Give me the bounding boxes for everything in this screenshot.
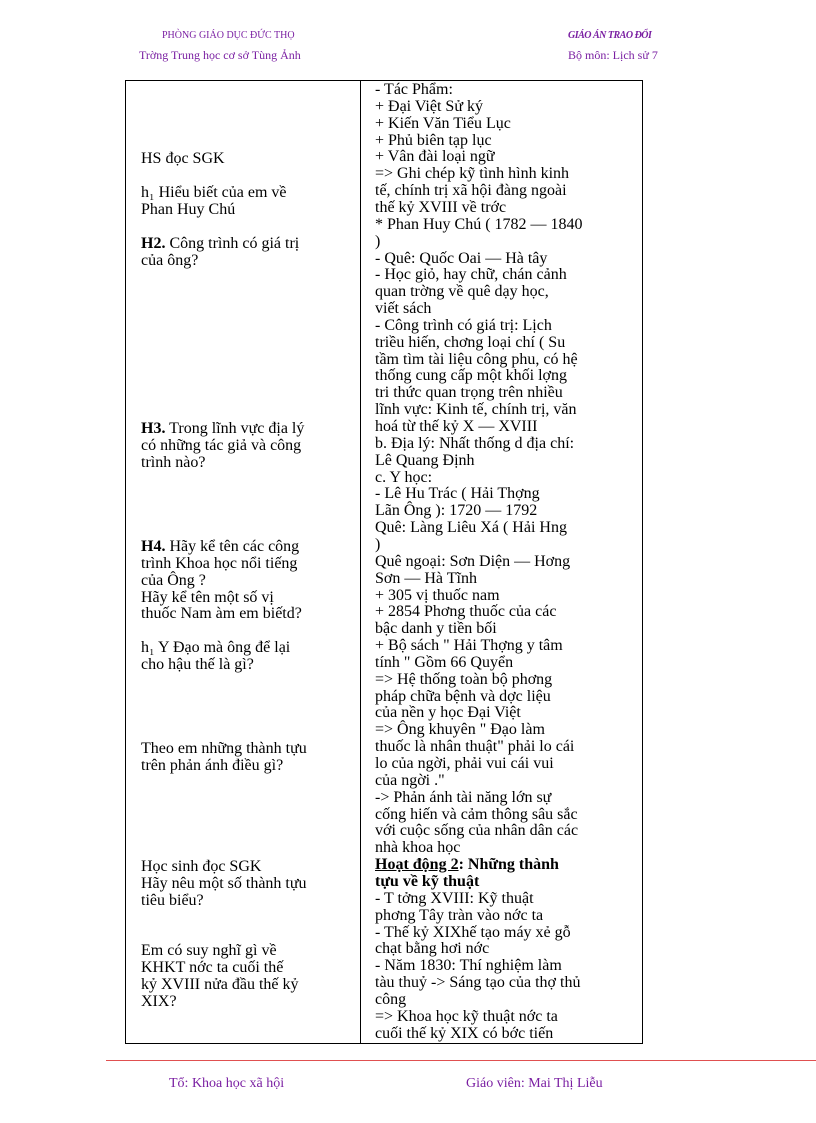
content-line: chạt bằng hơi nớc [375, 940, 490, 958]
content-line: Sơn — Hà Tĩnh [375, 569, 477, 587]
content-line: ) [375, 232, 381, 250]
content-line: tính " Gồm 66 Quyển [375, 653, 514, 671]
question-number: H3. [141, 420, 166, 437]
content-line: thống cung cấp một khối lợng [375, 367, 567, 385]
content-line: công [375, 990, 407, 1008]
content-line: - T tởng XVIII: Kỹ thuật [375, 889, 534, 907]
content-line: - Lê Hu Trác ( Hải Thợng [375, 485, 540, 503]
content-line: - Năm 1830: Thí nghiệm làm [375, 957, 562, 975]
content-line: -> Phản ánh tài năng lớn sự [375, 788, 552, 806]
footer-group: Tổ: Khoa học xã hội [169, 1076, 285, 1091]
question-line: kỷ XVIII nửa đầu thế kỷ [141, 976, 299, 994]
content-line: + Vân đài loại ngữ [375, 148, 495, 166]
question-line: Em có suy nghĩ gì về [141, 942, 277, 960]
content-line: tầm tìm tài liệu công phu, có hệ [375, 350, 578, 368]
content-line: => Ông khuyên " Đạo làm [375, 721, 545, 739]
column-divider [360, 80, 361, 1044]
content-line: => Hệ thống toàn bộ phơng [375, 670, 553, 688]
content-line: - Quê: Quốc Oai — Hà tây [375, 249, 548, 267]
question-line: h₁ Y Đạo mà ông để lại [141, 639, 291, 657]
content-line: triều hiến, chơng loại chí ( Su [375, 333, 566, 351]
question-line: HS đọc SGK [141, 150, 225, 168]
content-line: + Phủ biên tạp lục [375, 131, 492, 149]
content-line: b. Địa lý: Nhất thống d địa chí: [375, 434, 575, 452]
content-line: Hoạt động 2: Những thành [375, 856, 559, 874]
content-line: - Học giỏ, hay chữ, chán cảnh [375, 266, 567, 284]
content-line: Lãn Ông ): 1720 — 1792 [375, 502, 538, 520]
question-line: KHKT nớc ta cuối thế [141, 959, 284, 977]
question-line: Hãy kể tên một số vị [141, 588, 274, 606]
brand-header: GIÁO ÁN TRAO ĐỔI [568, 30, 652, 41]
content-line: hoá từ thế kỷ X — XVIII [375, 418, 538, 435]
content-line: pháp chữa bệnh và dợc liệu [375, 687, 551, 705]
content-line: + 305 vị thuốc nam [375, 586, 500, 604]
content-line: lĩnh vực: Kinh tế, chính trị, văn [375, 401, 577, 419]
content-line: lo của ngời, phải vui cái vui [375, 755, 554, 772]
question-line: Hãy nêu một số thành tựu [141, 874, 307, 892]
content-line: phơng Tây tràn vào nớc ta [375, 906, 544, 924]
question-line: thuốc Nam àm em biếtd? [141, 605, 302, 623]
question-line: của Ông ? [141, 571, 206, 589]
content-line: Quê: Làng Liêu Xá ( Hải Hng [375, 519, 567, 537]
content-line: bậc danh y tiền bối [375, 620, 497, 638]
content-line: viết sách [375, 300, 432, 318]
subject-header: Bộ môn: Lịch sử 7 [568, 48, 658, 62]
content-line: ) [375, 535, 381, 553]
school-header: Trờng Trung học cơ sở Tùng Ảnh [139, 48, 301, 62]
question-line: h₁ Hiểu biết của em về [141, 184, 287, 202]
footer-teacher: Giáo viên: Mai Thị Liễu [466, 1076, 603, 1091]
question-line: Phan Huy Chú [141, 200, 236, 218]
content-line: Lê Quang Định [375, 451, 475, 469]
question-line: trình nào? [141, 453, 206, 471]
content-line: + 2854 Phơng thuốc của các [375, 603, 557, 621]
content-line: => Ghi chép kỹ tình hình kinh [375, 165, 570, 183]
content-line: + Kiến Văn Tiểu Lục [375, 114, 511, 132]
content-line: tàu thuỷ -> Sáng tạo của thợ thủ [375, 974, 581, 992]
content-line: thế kỷ XVIII về trớc [375, 198, 507, 216]
question-line: có những tác giả và công [141, 436, 302, 454]
content-line: cống hiến và cảm thông sâu sắc [375, 805, 578, 823]
question-line: tiêu biểu? [141, 891, 204, 909]
activity-heading-label: Hoạt động 2 [375, 856, 459, 874]
department-header: PHÒNG GIÁO DỤC ĐỨC THỌ [162, 30, 295, 41]
content-line: Quê ngoại: Sơn Diện — Hơng [375, 552, 571, 570]
content-line: c. Y học: [375, 468, 433, 486]
content-line: của nền y học Đại Việt [375, 704, 521, 722]
content-line: - Tác Phẩm: [375, 81, 453, 98]
content-line: + Bộ sách " Hải Thợng y tâm [375, 637, 563, 655]
content-line: tri thức quan trọng trên nhiều [375, 384, 563, 402]
question-line: trình Khoa học nổi tiếng [141, 554, 298, 572]
question-number: H2. [141, 234, 166, 252]
footer-rule [106, 1060, 816, 1061]
question-line: H3. Trong lĩnh vực địa lý [141, 420, 305, 437]
question-line: Theo em những thành tựu [141, 740, 307, 758]
question-line: H2. Công trình có giá trị [141, 234, 300, 252]
content-line: + Đại Việt Sử ký [375, 97, 483, 115]
question-line: H4. Hãy kể tên các công [141, 537, 300, 555]
content-line: tựu về kỹ thuật [375, 872, 480, 890]
question-line: Học sinh đọc SGK [141, 858, 262, 876]
question-line: trên phản ánh điều gì? [141, 757, 284, 774]
question-line: XIX? [141, 992, 177, 1010]
content-line: quan trờng về quê dạy học, [375, 283, 549, 301]
content-line: cuối thế kỷ XIX có bớc tiến [375, 1024, 554, 1042]
content-line: nhà khoa học [375, 839, 461, 857]
question-line: của ông? [141, 251, 199, 269]
content-line: - Công trình có giá trị: Lịch [375, 316, 552, 334]
content-line: - Thế kỷ XIXhế tạo máy xẻ gỗ [375, 923, 571, 941]
content-line: tế, chính trị xã hội đàng ngoài [375, 182, 567, 200]
content-line: của ngời ." [375, 771, 445, 789]
content-line: với cuộc sống của nhân dân các [375, 822, 579, 840]
content-line: * Phan Huy Chú ( 1782 — 1840 [375, 215, 583, 233]
content-line: => Khoa học kỹ thuật nớc ta [375, 1007, 558, 1025]
question-line: cho hậu thế là gì? [141, 655, 254, 673]
question-number: H4. [141, 537, 166, 555]
content-line: thuốc là nhân thuật" phải lo cái [375, 738, 575, 756]
